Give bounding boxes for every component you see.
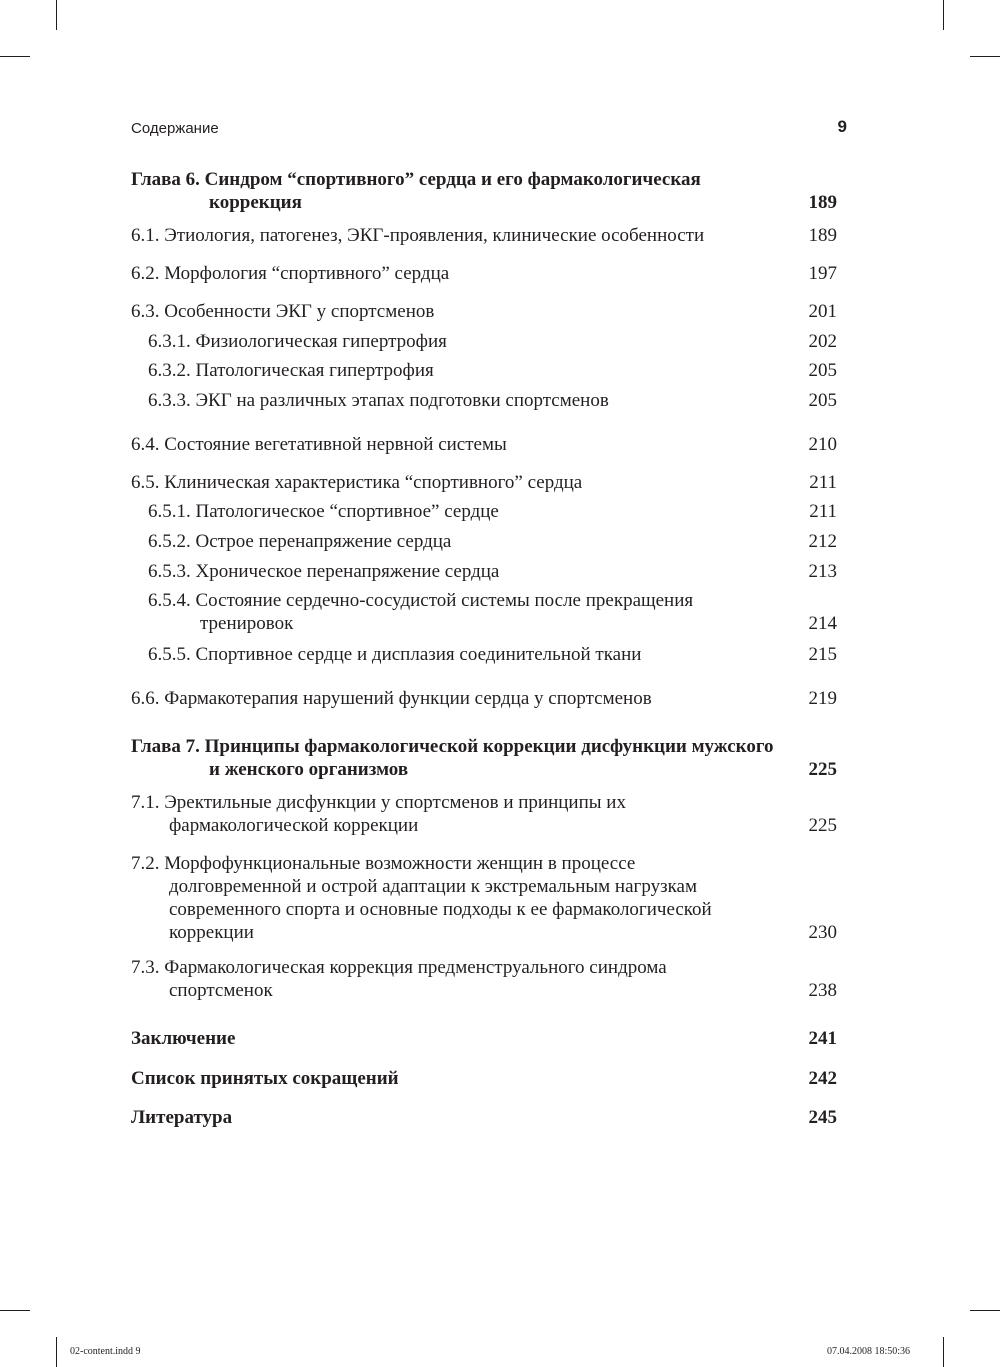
toc-entry-title: 6.5.1. Патологическое “спортивное” сердце <box>148 501 499 522</box>
toc-entry <box>131 471 837 494</box>
toc-entry-title: 6.3.1. Физиологическая гипертрофия <box>148 331 447 352</box>
toc-entry-page: 215 <box>808 644 837 665</box>
toc-entry-title: тренировок <box>200 613 294 634</box>
page-number: 9 <box>837 117 847 136</box>
toc-entry-title: Список принятых сокращений <box>131 1068 399 1089</box>
toc-entry-title: 6.1. Этиология, патогенез, ЭКГ-проявления, клинические особенности <box>131 225 705 246</box>
toc-entry <box>131 1027 837 1050</box>
footer-timestamp: 07.04.2008 18:50:36 <box>827 1346 911 1357</box>
toc-entry-title: 7.2. Морфофункциональные возможности женщин в процессе <box>131 853 636 874</box>
toc-entry-title: 6.6. Фармакотерапия нарушений функции сердца у спортсменов <box>131 688 652 709</box>
toc-entry-title: 6.4. Состояние вегетативной нервной системы <box>131 434 507 455</box>
toc-entry-title: и женского организмов <box>209 759 409 780</box>
toc-entry <box>131 956 837 1002</box>
crop-mark <box>0 1310 30 1311</box>
toc-entry-page: 205 <box>808 390 837 411</box>
toc-entry-title: 6.3.2. Патологическая гипертрофия <box>148 360 434 381</box>
toc-entry-title: Глава 6. Синдром “спортивного” сердца и его фармакологическая <box>131 169 701 190</box>
toc-entry <box>131 224 837 247</box>
toc-entry-title: 6.2. Морфология “спортивного” сердца <box>131 263 450 284</box>
toc-entry-title: 6.3.3. ЭКГ на различных этапах подготовки спортсменов <box>148 390 609 411</box>
toc-entry <box>131 735 837 781</box>
toc-entry <box>131 300 837 323</box>
crop-mark <box>0 56 30 57</box>
toc-entry-page: 225 <box>808 815 837 836</box>
toc-entry-page: 245 <box>808 1107 837 1128</box>
crop-mark <box>56 1337 57 1367</box>
toc-entry-title: коррекции <box>169 922 254 943</box>
toc-entry <box>131 262 837 285</box>
toc-entry-page: 242 <box>808 1068 837 1089</box>
toc-entry-title: 6.3. Особенности ЭКГ у спортсменов <box>131 301 435 322</box>
running-header: Содержание <box>131 120 219 137</box>
toc-entry-title: долговременной и острой адаптации к экстремальным нагрузкам <box>169 876 697 897</box>
toc-entry <box>131 500 837 523</box>
toc-entry <box>131 389 837 412</box>
toc-entry <box>131 168 837 214</box>
toc-entry-page: 230 <box>808 922 837 943</box>
toc-entry-page: 189 <box>808 192 837 213</box>
crop-mark <box>943 1337 944 1367</box>
toc-entry-page: 211 <box>809 472 837 493</box>
toc-entry-page: 205 <box>808 360 837 381</box>
toc-entry-page: 201 <box>808 301 837 322</box>
toc-entry-title: Литература <box>131 1107 233 1128</box>
toc-entry <box>131 1106 837 1129</box>
toc-entry-title: Заключение <box>131 1028 236 1049</box>
toc-entry-page: 212 <box>808 531 837 552</box>
toc-entry-title: 6.5.5. Спортивное сердце и дисплазия соединительной ткани <box>148 644 642 665</box>
footer-file: 02-content.indd 9 <box>70 1346 141 1357</box>
toc-entry-title: 6.5.2. Острое перенапряжение сердца <box>148 531 452 552</box>
toc-entry <box>131 687 837 710</box>
toc-entry <box>131 530 837 553</box>
toc-entry <box>131 643 837 666</box>
toc-entry-page: 202 <box>808 331 837 352</box>
toc-entry-title: 7.1. Эректильные дисфункции у спортсменов и принципы их <box>131 792 626 813</box>
crop-mark <box>943 0 944 30</box>
crop-mark <box>970 56 1000 57</box>
toc-entry-title: 6.5. Клиническая характеристика “спортивного” сердца <box>131 472 583 493</box>
toc-entry-page: 211 <box>809 501 837 522</box>
toc-entry <box>131 560 837 583</box>
toc-entry-page: 210 <box>808 434 837 455</box>
toc-entry-page: 219 <box>808 688 837 709</box>
toc-entry-title: коррекция <box>209 192 302 213</box>
crop-mark <box>56 0 57 30</box>
toc-entry-title: фармакологической коррекции <box>169 815 419 836</box>
toc-entry-page: 214 <box>808 613 837 634</box>
toc-entry <box>131 1067 837 1090</box>
toc-entry-title: Глава 7. Принципы фармакологической коррекции дисфункции мужского <box>131 736 774 757</box>
toc-entry <box>131 433 837 456</box>
toc-entry-page: 241 <box>808 1028 837 1049</box>
toc-entry-title: 6.5.3. Хроническое перенапряжение сердца <box>148 561 500 582</box>
toc-entry-page: 197 <box>808 263 837 284</box>
toc-entry-page: 189 <box>808 225 837 246</box>
toc-entry <box>131 589 837 635</box>
toc-entry <box>131 791 837 837</box>
toc-entry-title: спортсменок <box>169 980 273 1001</box>
toc-entry-title: 6.5.4. Состояние сердечно-сосудистой системы после прекращения <box>148 590 694 611</box>
toc-entry <box>131 330 837 353</box>
toc-entry-title: 7.3. Фармакологическая коррекция предменструального синдрома <box>131 957 667 978</box>
toc-entry-page: 213 <box>808 561 837 582</box>
toc-entry <box>131 852 837 944</box>
toc-entry-title: современного спорта и основные подходы к ее фармакологической <box>169 899 712 920</box>
crop-mark <box>970 1310 1000 1311</box>
toc-entry-page: 238 <box>808 980 837 1001</box>
toc-entry-page: 225 <box>808 759 837 780</box>
toc-entry <box>131 359 837 382</box>
